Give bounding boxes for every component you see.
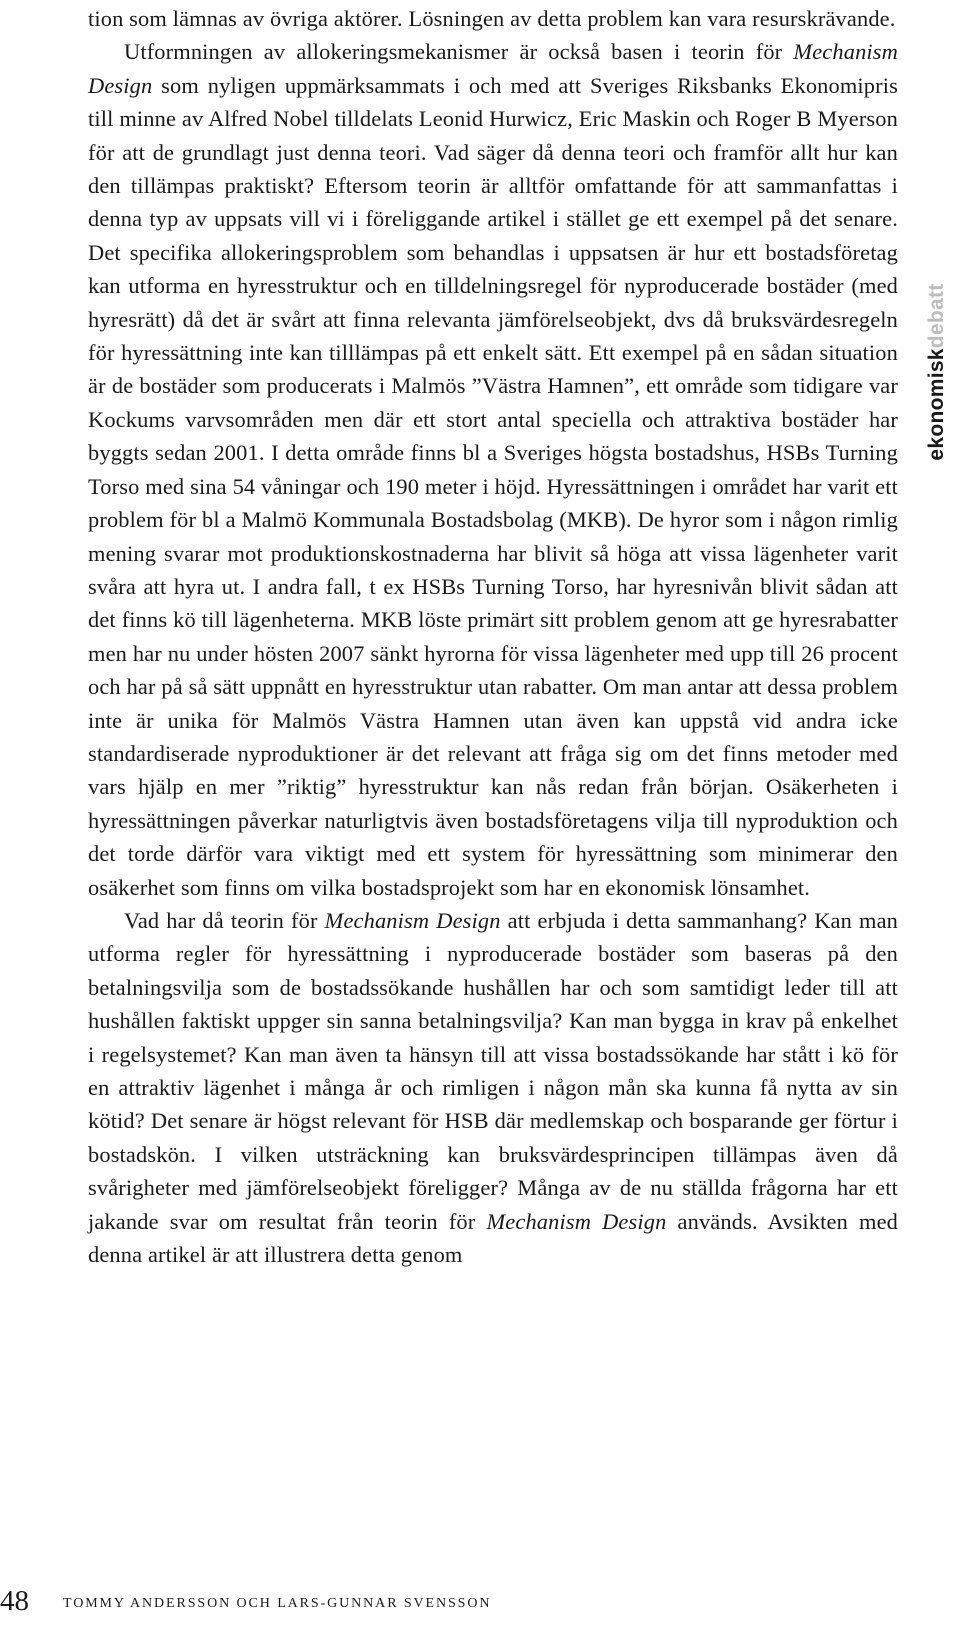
text-segment: att erbjuda i detta sammanhang? Kan man utforma regler för hyressättning i nyproducerade bostäder som baseras på den betalningsvilja som de bostadssökande hushållen har och som samtidigt leder till att hushållen faktiskt uppger sin sanna betalningsvilja? Kan man bygga in krav på enkelhet i regelsystemet? Kan man även ta hänsyn till att vissa bostadssökande har stått i kö för en attraktiv lägenhet i många år och rimligen i någon mån ska kunna få nytta av sin kötid? Det senare är högst relevant för HSB där medlemskap och bosparande ger förtur i bostadskön. I vilken utsträckning kan bruksvärdesprincipen tillämpas även då svårigheter med jämförelseobjekt föreligger? Många av de nu ställda frågorna har ett jakande svar om resultat från teorin för: [88, 907, 899, 1234]
text-segment: används. Avsikten med denna artikel är att illustrera detta genom: [88, 1208, 899, 1268]
article-body: [88, 2, 898, 1271]
page-number: 48: [0, 1585, 29, 1617]
italic-term: Mechanism Design: [88, 39, 898, 98]
text-segment: Vad har då teorin för: [124, 907, 325, 933]
journal-side-label: [925, 283, 949, 460]
side-label-part1: ekonomisk: [925, 348, 948, 461]
paragraph-questions: [88, 904, 898, 1271]
paragraph-mechanism-design-intro: [88, 35, 898, 904]
running-footer-authors: TOMMY ANDERSSON OCH LARS-GUNNAR SVENSSON: [63, 1596, 492, 1611]
text-segment: tion som lämnas av övriga aktörer. Lösningen av detta problem kan vara resurskrävande.: [88, 6, 896, 31]
side-label-part2: debatt: [925, 283, 948, 349]
italic-term: Mechanism Design: [324, 907, 501, 933]
italic-term: Mechanism Design: [486, 1208, 667, 1234]
paragraph-continuation: [88, 2, 898, 35]
text-segment: som nyligen uppmärksammats i och med att Sveriges Riksbanks Ekonomipris till minne av Alfred Nobel tilldelats Leonid Hurwicz, Eric Maskin och Roger B Myerson för att de grundlagt just denna teori. Vad säger då denna teori och framför allt hur kan den tillämpas praktiskt? Eftersom teorin är alltför omfattande för att sammanfattas i denna typ av uppsats vill vi i föreliggande artikel i stället ge ett exempel på det senare. Det specifika allokeringsproblem som behandlas i uppsatsen är hur ett bostadsföretag kan utforma en hyresstruktur och en tilldelningsregel för nyproducerade bostäder (med hyresrätt) då det är svårt att finna relevanta jämförelseobjekt, dvs då bruksvärdesregeln för hyressättning inte kan tilllämpas på ett enkelt sätt. Ett exempel på en sådan situation är de bostäder som producerats i Malmös ”Västra Hamnen”, ett område som tidigare var Kockums varvsområden men där ett stort antal speciella och attraktiva bostäder har byggts sedan 2001. I detta område finns bl a Sveriges högsta bostadshus, HSBs Turning Torso med sina 54 våningar och 190 meter i höjd. Hyressättningen i området har varit ett problem för bl a Malmö Kommunala Bostadsbolag (MKB). De hyror som i någon rimlig mening svarar mot produktionskostnaderna har blivit så höga att vissa lägenheter varit svåra att hyra ut. I andra fall, t ex HSBs Turning Torso, har hyresnivån blivit sådan att det finns kö till lägenheterna. MKB löste primärt sitt problem genom att ge hyresrabatter men har nu under hösten 2007 sänkt hyrorna för vissa lägenheter med upp till 26 procent och har på så sätt uppnått en hyresstruktur utan rabatter. Om man antar att dessa problem inte är unika för Malmös Västra Hamnen utan även kan uppstå vid andra icke standardiserade nyproduktioner är det relevant att fråga sig om det finns metoder med vars hjälp en mer ”riktig” hyresstruktur kan nås redan från början. Osäkerheten i hyressättningen påverkar naturligtvis även bostadsföretagens vilja till nyproduktion och det torde därför vara viktigt med ett system för hyressättning som minimerar den osäkerhet som finns om vilka bostadsprojekt som har en ekonomisk lönsamhet.: [88, 72, 898, 900]
text-segment: Utformningen av allokeringsmekanismer är också basen i teorin för: [124, 39, 794, 65]
